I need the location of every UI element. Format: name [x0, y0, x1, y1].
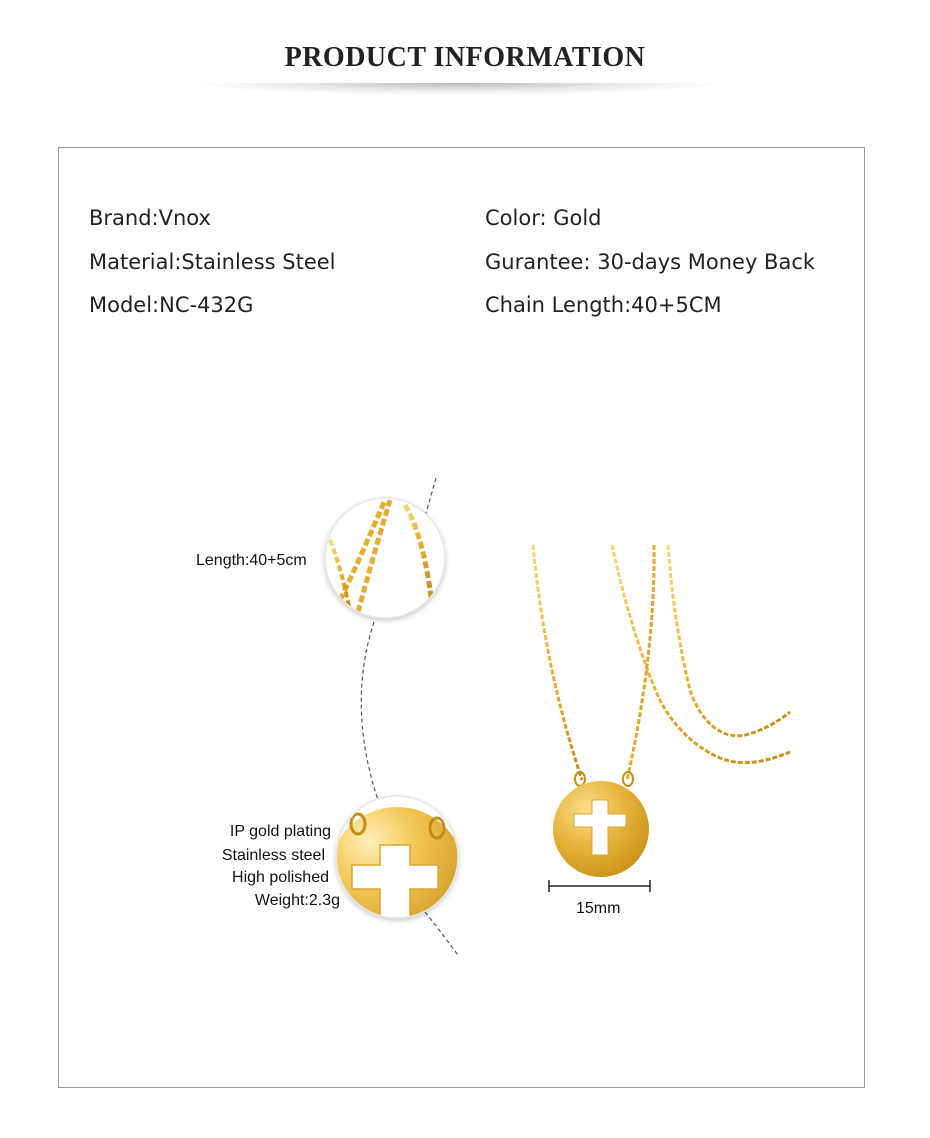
material-label: Stainless steel [221, 847, 325, 864]
plating-label: IP gold plating [229, 823, 331, 840]
diameter-dimension-line [549, 880, 650, 892]
pendant-detail-disc [329, 807, 465, 943]
spec-material: Material:Stainless Steel [89, 250, 336, 274]
chain-length-label: Length:40+5cm [196, 552, 307, 569]
spec-guarantee: Gurantee: 30-days Money Back [485, 250, 816, 274]
necklace-image [533, 545, 790, 877]
spec-color: Color: Gold [485, 206, 602, 230]
dashed-connector-middle [361, 622, 378, 800]
spec-model: Model:NC-432G [89, 293, 254, 317]
page-title: PRODUCT INFORMATION [284, 42, 646, 73]
finish-label: High polished [232, 869, 329, 886]
diameter-label: 15mm [576, 900, 621, 917]
spec-brand: Brand:Vnox [89, 206, 211, 230]
dashed-connector-bottom [425, 912, 458, 955]
weight-label: Weight:2.3g [254, 892, 340, 909]
spec-chain-length: Chain Length:40+5CM [485, 293, 722, 317]
